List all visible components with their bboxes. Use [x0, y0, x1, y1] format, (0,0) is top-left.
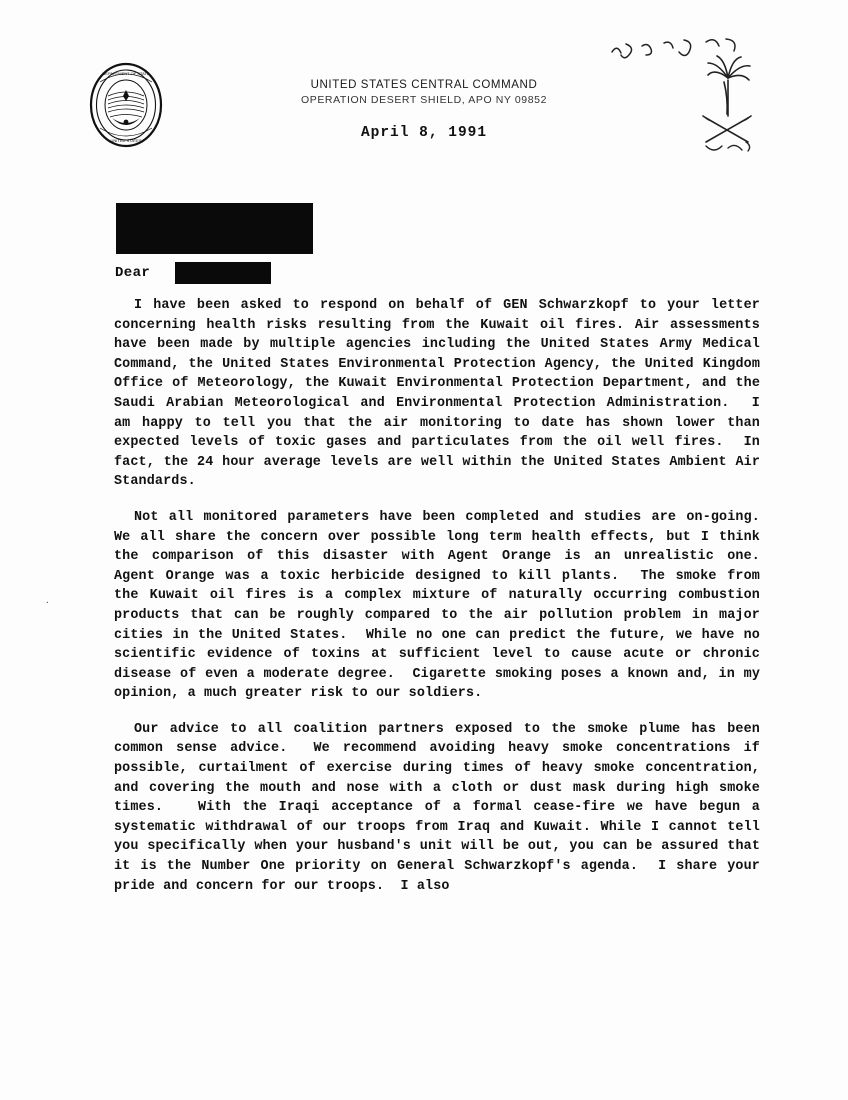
body-paragraph: Not all monitored parameters have been completed and studies are on-going. We all share the concern over possible long term health effects, but I think the comparison of this disaster with Agent Orange is an unrealistic one. Agent Orange was a toxic herbicide designed to kill plants. The smoke from the Kuwait oil fires is a complex mixture of naturally occurring combustion products that can be roughly compared to the air pollution problem in major cities in the United States. While no one can predict the future, we have no scientific evidence of toxins at sufficient level to cause acute or chronic disease of even a moderate degree. Cigarette smoking poses a known and, in my opinion, a much greater risk to our soldiers.	[114, 509, 777, 702]
redacted-address-block	[116, 203, 313, 254]
body-paragraph: I have been asked to respond on behalf of GEN Schwarzkopf to your letter concerning health risks resulting from the Kuwait oil fires. Air assessments have been made by multiple agencies including the United States Army Medical Command, the United States Environmental Protection Agency, the United Kingdom Office of Meteorology, the Kuwait Environmental Protection Department, and the Saudi Arabian Meteorological and Environmental Protection Administration. I am happy to tell you that the air monitoring to date has shown lower than expected levels of toxic gases and particulates from the oil well fires. In fact, the 24 hour average levels are well within the United States Ambient Air Standards.	[114, 298, 769, 490]
svg-text:DEPARTMENT OF STATE: DEPARTMENT OF STATE	[102, 71, 150, 76]
stray-margin-mark: .	[46, 594, 49, 606]
operation-apo-line: OPERATION DESERT SHIELD, APO NY 09852	[300, 94, 548, 106]
letter-date: April 8, 1991	[360, 125, 488, 141]
command-name: UNITED STATES CENTRAL COMMAND	[310, 79, 538, 91]
salutation-label: Dear	[115, 265, 151, 281]
body-paragraph: Our advice to all coalition partners exposed to the smoke plume has been common sense advice. We recommend avoiding heavy smoke concentrations if possible, curtailment of exercise during times of heavy smoke concentration, and covering the mouth and nose with a cloth or dust mask during high smoke times. With the Iraqi acceptance of a formal cease-fire we have begun a systematic withdrawal of our troops from Iraq and Kuwait. While I cannot tell you specifically when your husband's unit will be out, you can be assured that it is the Number One priority on General Schwarzkopf's agenda. I share your pride and concern for our troops. I also	[114, 721, 769, 894]
redacted-recipient-name	[175, 262, 271, 284]
letter-body	[114, 296, 777, 912]
letterhead	[0, 78, 848, 141]
svg-text:UNITED STATES: UNITED STATES	[110, 138, 142, 143]
